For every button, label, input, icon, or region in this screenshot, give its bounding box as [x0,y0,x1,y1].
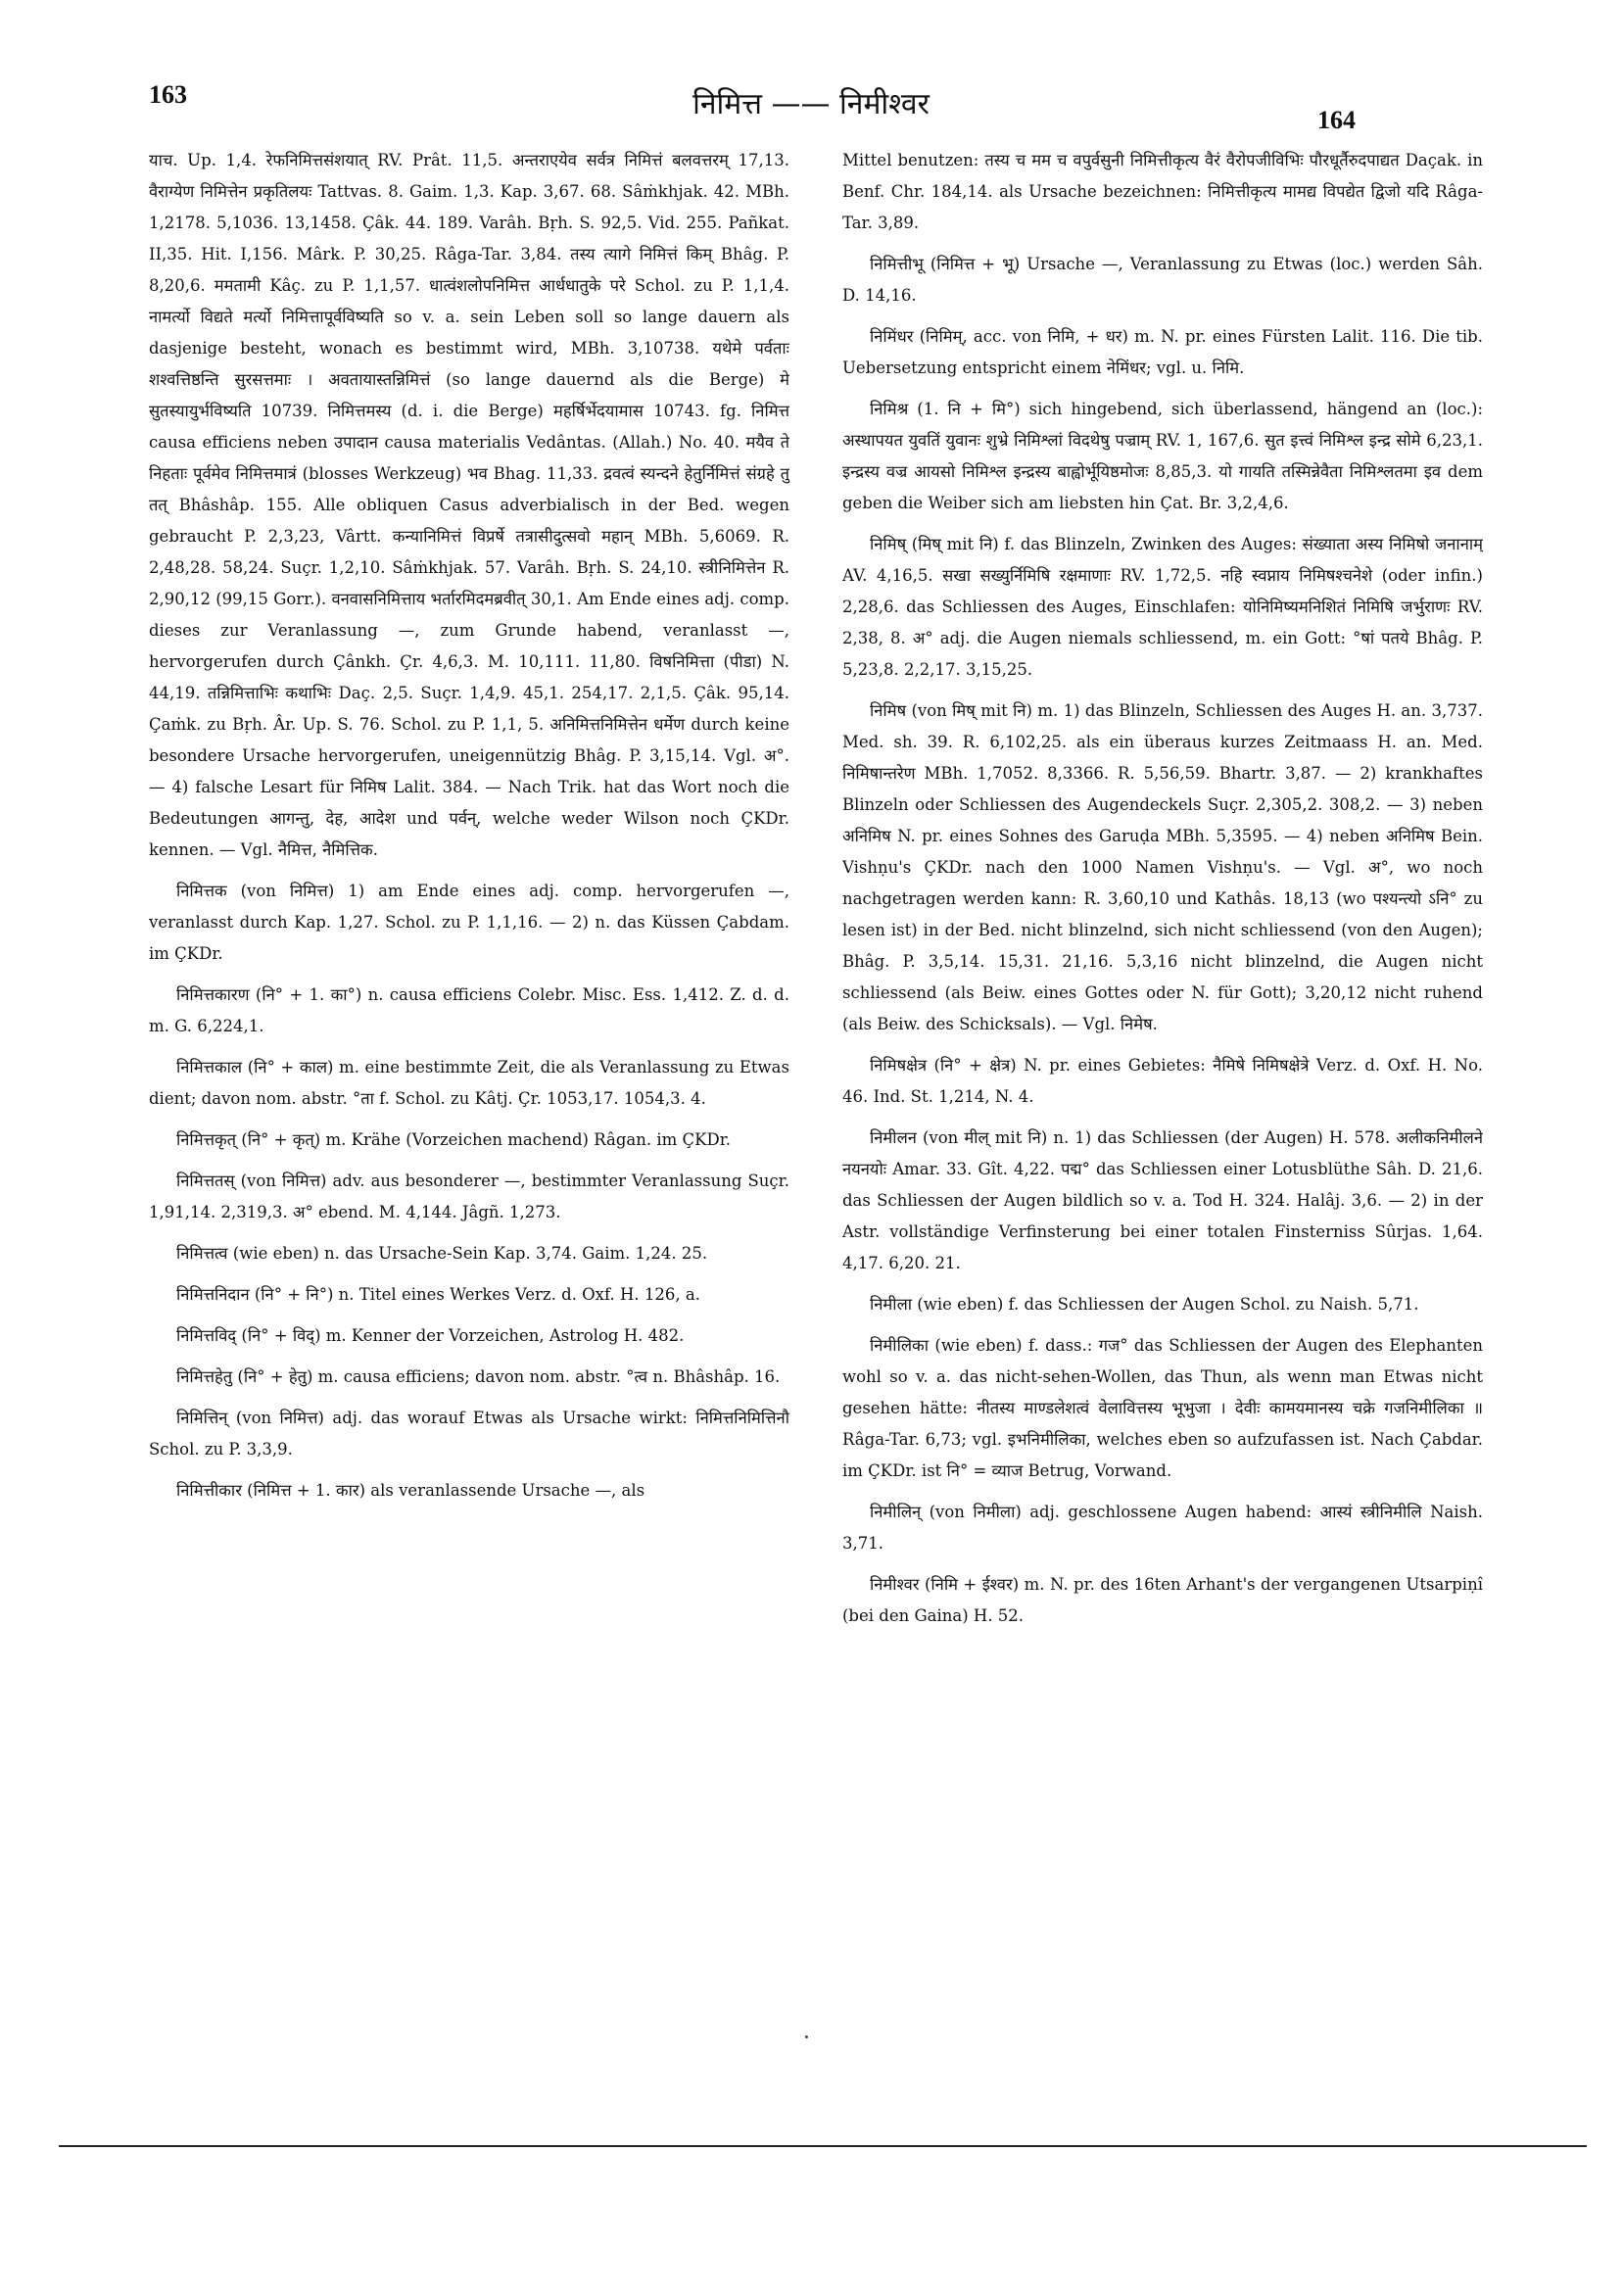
page-number-left: 163 [149,80,187,109]
running-head: निमित्त —— निमीश्वर [692,87,930,121]
entry-paragraph: निमित्तीभू (निमित्त + भू) Ursache —, Veranlassung zu Etwas (loc.) werden Sâh. D. 14,16. [842,255,1483,305]
entry-paragraph: निमित्तिन् (von निमित्त) adj. das worauf Etwas als Ursache wirkt: निमित्तनिमित्तिनौ Schol. zu P. 3,3,9. [149,1409,789,1459]
entry-paragraph: निमीलन (von मील् mit नि) n. 1) das Schliessen (der Augen) H. 578. अलीकनिमीलने नयनयोः Amar. 33. Gît. 4,22. पद्म° das Schliessen einer Lotusblüthe Sâh. D. 21,6. das Schliessen der Augen bildlich so v. a. Tod H. 324. Halâj. 3,6. — 2) in der Astr. vollständige Verfinsterung bei einer totalen Finsterniss Sûrjas. 1,64. 4,17. 6,20. 21. [842,1128,1483,1272]
entry-paragraph: निमित्तकृत् (नि° + कृत्) m. Krähe (Vorzeichen machend) Râgan. im ÇKDr. [176,1130,732,1149]
entry-paragraph: निमीला (wie eben) f. das Schliessen der Augen Schol. zu Naish. 5,71. [870,1295,1419,1314]
entry-paragraph: Mittel benutzen: तस्य च मम च वपुर्वसुनी निमित्तीकृत्य वैरं वैरोपजीविभिः पौरधूर्तैरुदपाद्यत Daçak. in Benf. Chr. 184,14. als Ursache bezeichnen: निमित्तीकृत्य मामद्य विपद्येत द्विजो यदि Râga-Tar. 3,89. [842,151,1483,232]
entry-paragraph: निमिश्र (1. नि + मि°) sich hingebend, sich überlassend, hängend an (loc.): अस्थापयत युवतिं युवानः शुभ्रे निमिश्लां विदथेषु पज्राम् RV. 1, 167,6. सुत इत्त्वं निमिश्ल इन्द्र सोमे 6,23,1. इन्द्रस्य वज्र आयसो निमिश्ल इन्द्रस्य बाह्वोर्भूयिष्ठमोजः 8,85,3. यो गायति तस्मिन्नेवैता निमिश्लतमा इव dem geben die Weiber sich am liebsten hin Çat. Br. 3,2,4,6. [842,400,1483,512]
entry-paragraph: निमित्तहेतु (नि° + हेतु) m. causa efficiens; davon nom. abstr. °त्व n. Bhâshâp. 16. [176,1367,781,1386]
page-number-right: 164 [1317,106,1356,134]
entry-paragraph: निमित्तकाल (नि° + काल) m. eine bestimmte Zeit, die als Veranlassung zu Etwas dient; davon nom. abstr. °ता f. Schol. zu Kâtj. Çr. 1053,17. 1054,3. 4. [149,1058,789,1108]
entry-paragraph: निमीश्वर (निमि + ईश्वर) m. N. pr. des 16ten Arhant's der vergangenen Utsarpiṇî (bei den Gaina) H. 52. [842,1575,1483,1625]
entry-paragraph: निमित्तीकार (निमित्त + 1. कार) als veranlassende Ursache —, als [176,1481,645,1500]
entry-paragraph: निमीलिन् (von निमीला) adj. geschlossene Augen habend: आस्यं स्त्रीनिमीलि Naish. 3,71. [842,1503,1483,1553]
right-column [842,145,1483,1977]
entry-paragraph: निमित्तकारण (नि° + 1. का°) n. causa efficiens Colebr. Misc. Ess. 1,412. Z. d. d. m. G. 6,224,1. [149,985,789,1035]
entry-paragraph: निमिष (von मिष् mit नि) m. 1) das Blinzeln, Schliessen des Auges H. an. 3,737. Med. sh. 39. R. 6,102,25. als ein überaus kurzes Zeitmaass H. an. Med. निमिषान्तरेण MBh. 1,7052. 8,3366. R. 5,56,59. Bhartr. 3,87. — 2) krankhaftes Blinzeln oder Schliessen des Augendeckels Suçr. 2,305,2. 308,2. — 3) neben अनिमिष N. pr. eines Sohnes des Garuḍa MBh. 5,3595. — 4) neben अनिमिष Bein. Vishṇu's ÇKDr. nach den 1000 Namen Vishṇu's. — Vgl. अ°, wo noch nachgetragen werden kann: R. 3,60,10 und Kathâs. 18,13 (wo पश्यन्त्यो ऽनि° zu lesen ist) in der Bed. nicht blinzelnd, sich nicht schliessend (von den Augen); Bhâg. P. 3,5,14. 15,31. 21,16. 5,3,16 nicht blinzelnd, die Augen nicht schliessend (als Beiw. eines Gottes oder N. für Gott); 3,20,12 nicht ruhend (als Beiw. des Schicksals). — Vgl. निमेष. [842,701,1483,1033]
entry-paragraph: निमित्ततस् (von निमित्त) adv. aus besonderer —, bestimmter Veranlassung Suçr. 1,91,14. 2,319,3. अ° ebend. M. 4,144. Jâgñ. 1,273. [149,1172,789,1221]
stray-dot [805,2035,808,2038]
left-column [149,145,789,1977]
entry-paragraph: निमित्तक (von निमित्त) 1) am Ende eines adj. comp. hervorgerufen —, veranlasst durch Kap. 1,27. Schol. zu P. 1,1,16. — 2) n. das Küssen Çabdam. im ÇKDr. [149,882,789,963]
entry-paragraph: निमित्तत्व (wie eben) n. das Ursache-Sein Kap. 3,74. Gaim. 1,24. 25. [176,1244,708,1263]
entry-paragraph: निमित्तनिदान (नि° + नि°) n. Titel eines Werkes Verz. d. Oxf. H. 126, a. [176,1285,700,1304]
entry-paragraph: निमीलिका (wie eben) f. dass.: गज° das Schliessen der Augen des Elephanten wohl so v. a. das nicht-sehen-Wollen, das Thun, als wenn man Etwas nicht gesehen hätte: नीतस्य माण्डलेशत्वं वेलावित्तस्य भूभुजा । देवीः कामयमानस्य चक्रे गजनिमीलिका ॥ Râga-Tar. 6,73; vgl. इभनिमीलिका, welches eben so aufzufassen ist. Nach Çabdar. im ÇKDr. ist नि° = व्याज Betrug, Vorwand. [842,1336,1483,1480]
entry-paragraph: निमिष् (मिष् mit नि) f. das Blinzeln, Zwinken des Auges: संख्याता अस्य निमिषो जनानाम् AV. 4,16,5. सखा सख्युर्निमिषि रक्षमाणाः RV. 1,72,5. नहि स्वप्नाय निमिषश्चनेशे (oder infin.) 2,28,6. das Schliessen des Auges, Einschlafen: योनिमिष्यमनिशितं निमिषि जर्भुराणः RV. 2,38, 8. अ° adj. die Augen niemals schliessend, m. ein Gott: °षां पतये Bhâg. P. 5,23,8. 2,2,17. 3,15,25. [842,535,1483,679]
bottom-rule [59,2145,1587,2147]
entry-paragraph: निमित्तविद् (नि° + विद्) m. Kenner der Vorzeichen, Astrolog H. 482. [176,1326,685,1345]
entry-paragraph: याच. Up. 1,4. रेफनिमित्तसंशयात् RV. Prât. 11,5. अन्तराएयेव सर्वत्र निमित्तं बलवत्तरम् 17,13. वैराग्येण निमित्तेन प्रकृतिलयः Tattvas. 8. Gaim. 1,3. Kap. 3,67. 68. Sâṁkhjak. 42. MBh. 1,2178. 5,1036. 13,1458. Çâk. 44. 189. Varâh. Bṛh. S. 92,5. Vid. 255. Pañkat. II,35. Hit. I,156. Mârk. P. 30,25. Râga-Tar. 3,84. तस्य त्यागे निमित्तं किम् Bhâg. P. 8,20,6. ममतामी Kâç. zu P. 1,1,57. धात्वंशलोपनिमित्त आर्धधातुके परे Schol. zu P. 1,1,4. नामर्त्यो विद्यते मर्त्यो निमित्तापूर्वविष्यति so v. a. sein Leben soll so lange dauern als dasjenige besteht, wonach es bestimmt wird, MBh. 3,10738. यथेमे पर्वताः शश्वत्तिष्ठन्ति सुरसत्तमाः । अवतायास्तन्निमित्तं (so lange dauernd als die Berge) मे सुतस्यायुर्भविष्यति 10739. निमित्तमस्य (d. i. die Berge) महर्षिर्भेदयामास 10743. fg. निमित्त causa efficiens neben उपादान causa materialis Vedântas. (Allah.) No. 40. मयैव ते निहताः पूर्वमेव निमित्तमात्रं (blosses Werkzeug) भव Bhag. 11,33. द्रवत्वं स्यन्दने हेतुर्निमित्तं संग्रहे तु तत् Bhâshâp. 155. Alle obliquen Casus adverbialisch in der Bed. wegen gebraucht P. 2,3,23, Vârtt. कन्यानिमित्तं विप्रर्षे तत्रासीदुत्सवो महान् MBh. 5,6069. R. 2,48,28. 58,24. Suçr. 1,2,10. Sâṁkhjak. 57. Varâh. Bṛh. S. 24,10. स्त्रीनिमित्तेन R. 2,90,12 (99,15 Gorr.). वनवासनिमित्ताय भर्तारमिदमब्रवीत् 30,1. Am Ende eines adj. comp. dieses zur Veranlassung —, zum Grunde habend, veranlasst —, hervorgerufen durch Çânkh. Çr. 4,6,3. M. 10,111. 11,80. विषनिमित्ता (पीडा) N. 44,19. तन्निमित्ताभिः कथाभिः Daç. 2,5. Suçr. 1,4,9. 45,1. 254,17. 2,1,5. Çâk. 95,14. Çaṁk. zu Bṛh. Âr. Up. S. 76. Schol. zu P. 1,1, 5. अनिमित्तनिमित्तेन धर्मेण durch keine besondere Ursache hervorgerufen, uneigennützig Bhâg. P. 3,15,14. Vgl. अ°. — 4) falsche Lesart für निमिष Lalit. 384. — Nach Trik. hat das Wort noch die Bedeutungen आगन्तु, देह, आदेश und पर्वन्, welche weder Wilson noch ÇKDr. kennen. — Vgl. नैमित्त, नैमित्तिक. [149,151,789,859]
entry-paragraph: निमिंधर (निमिम्, acc. von निमि, + धर) m. N. pr. eines Fürsten Lalit. 116. Die tib. Uebersetzung entspricht einem नेमिंधर; vgl. u. निमि. [842,327,1483,377]
entry-paragraph: निमिषक्षेत्र (नि° + क्षेत्र) N. pr. eines Gebietes: नैमिषे निमिषक्षेत्रे Verz. d. Oxf. H. No. 46. Ind. St. 1,214, N. 4. [842,1056,1483,1106]
